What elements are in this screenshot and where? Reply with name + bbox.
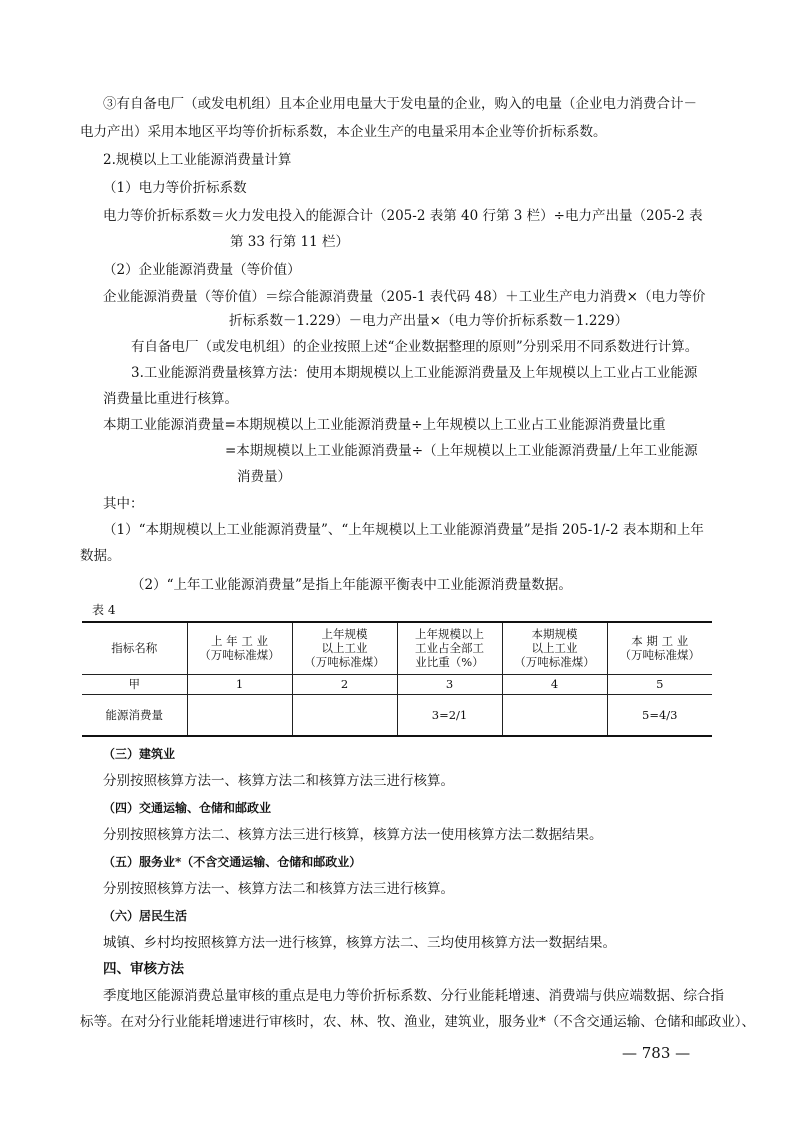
table-cell: 甲 bbox=[82, 674, 187, 694]
table-header-cell: 指标名称 bbox=[82, 622, 187, 674]
table-row bbox=[82, 674, 712, 694]
table-cell: 5=4/3 bbox=[607, 694, 712, 736]
paragraph-line: 分别按照核算方法一、核算方法二和核算方法三进行核算。 bbox=[103, 773, 454, 789]
table-header-cell: 上年规模以上 工业占全部工 业比重（%） bbox=[397, 622, 502, 674]
formula-line: 企业能源消费量（等价值）＝综合能源消费量（205-1 表代码 48）＋工业生产电力消费×（电力等价 bbox=[103, 289, 706, 305]
table-cell bbox=[502, 694, 607, 736]
table-cell bbox=[187, 694, 292, 736]
page-number: — 783 — bbox=[622, 1044, 691, 1062]
formula-line: 第 33 行第 11 栏） bbox=[230, 234, 350, 250]
table-header-cell: 上年规模 以上工业 （万吨标准煤） bbox=[292, 622, 397, 674]
paragraph-line: 电力产出）采用本地区平均等价折标系数，本企业生产的电量采用本企业等价折标系数。 bbox=[80, 124, 607, 140]
table-cell: 能源消费量 bbox=[82, 694, 187, 736]
paragraph-line: 其中： bbox=[103, 496, 144, 512]
formula-line: 折标系数－1.229）－电力产出量×（电力等价折标系数－1.229） bbox=[229, 313, 629, 329]
section-heading: 2.规模以上工业能源消费量计算 bbox=[103, 152, 292, 168]
note-line: （1）“本期规模以上工业能源消费量”、“上年规模以上工业能源消费量”是指 205-1/-2 表本期和上年 bbox=[103, 522, 704, 538]
formula-line: =本期规模以上工业能源消费量÷（上年规模以上工业能源消费量/上年工业能源 bbox=[225, 443, 698, 459]
table-cell: 4 bbox=[502, 674, 607, 694]
section-heading: （四）交通运输、仓储和邮政业 bbox=[103, 801, 272, 815]
table-label: 表 4 bbox=[92, 603, 116, 617]
table-header-cell: 上 年 工 业 （万吨标准煤） bbox=[187, 622, 292, 674]
paragraph-line: 3.工业能源消费量核算方法：使用本期规模以上工业能源消费量及上年规模以上工业占工业能源 bbox=[131, 365, 698, 381]
section-heading: （三）建筑业 bbox=[103, 747, 176, 761]
subsection-heading: （1）电力等价折标系数 bbox=[103, 180, 247, 196]
table-cell: 2 bbox=[292, 674, 397, 694]
paragraph-line: ③有自备电厂（或发电机组）且本企业用电量大于发电量的企业，购入的电量（企业电力消费合计－ bbox=[103, 96, 697, 112]
table-cell: 1 bbox=[187, 674, 292, 694]
section-heading: 四、审核方法 bbox=[103, 961, 184, 977]
formula-line: 电力等价折标系数＝火力发电投入的能源合计（205-2 表第 40 行第 3 栏）÷电力产出量（205-2 表 bbox=[103, 208, 703, 224]
table-4 bbox=[82, 621, 712, 737]
paragraph-line: 分别按照核算方法二、核算方法三进行核算，核算方法一使用核算方法二数据结果。 bbox=[103, 827, 603, 843]
paragraph-line: 标等。在对分行业能耗增速进行审核时，农、林、牧、渔业，建筑业，服务业*（不含交通运输、仓储和邮政业）、 bbox=[80, 1014, 755, 1030]
formula-line: 本期工业能源消费量=本期规模以上工业能源消费量÷上年规模以上工业占工业能源消费量比重 bbox=[103, 417, 666, 433]
table-cell: 3 bbox=[397, 674, 502, 694]
section-heading: （六）居民生活 bbox=[103, 909, 188, 923]
paragraph-line: 城镇、乡村均按照核算方法一进行核算，核算方法二、三均使用核算方法一数据结果。 bbox=[103, 935, 616, 951]
paragraph-line: 季度地区能源消费总量审核的重点是电力等价折标系数、分行业能耗增速、消费端与供应端数据、综合指 bbox=[103, 988, 724, 1004]
paragraph-line: 有自备电厂（或发电机组）的企业按照上述“企业数据整理的原则”分别采用不同系数进行计算。 bbox=[131, 339, 699, 355]
note-line: （2）“上年工业能源消费量”是指上年能源平衡表中工业能源消费量数据。 bbox=[131, 577, 572, 593]
paragraph-line: 消费量比重进行核算。 bbox=[103, 391, 238, 407]
table-header-row bbox=[82, 622, 712, 674]
table-cell: 5 bbox=[607, 674, 712, 694]
formula-line: 消费量） bbox=[237, 469, 291, 485]
paragraph-line: 分别按照核算方法一、核算方法二和核算方法三进行核算。 bbox=[103, 881, 454, 897]
table-header-cell: 本期规模 以上工业 （万吨标准煤） bbox=[502, 622, 607, 674]
table-header-cell: 本 期 工 业 （万吨标准煤） bbox=[607, 622, 712, 674]
section-heading: （五）服务业*（不含交通运输、仓储和邮政业） bbox=[103, 855, 362, 869]
table-cell: 3=2/1 bbox=[397, 694, 502, 736]
subsection-heading: （2）企业能源消费量（等价值） bbox=[103, 262, 301, 278]
table-row bbox=[82, 694, 712, 736]
note-line: 数据。 bbox=[80, 548, 121, 564]
table-cell bbox=[292, 694, 397, 736]
